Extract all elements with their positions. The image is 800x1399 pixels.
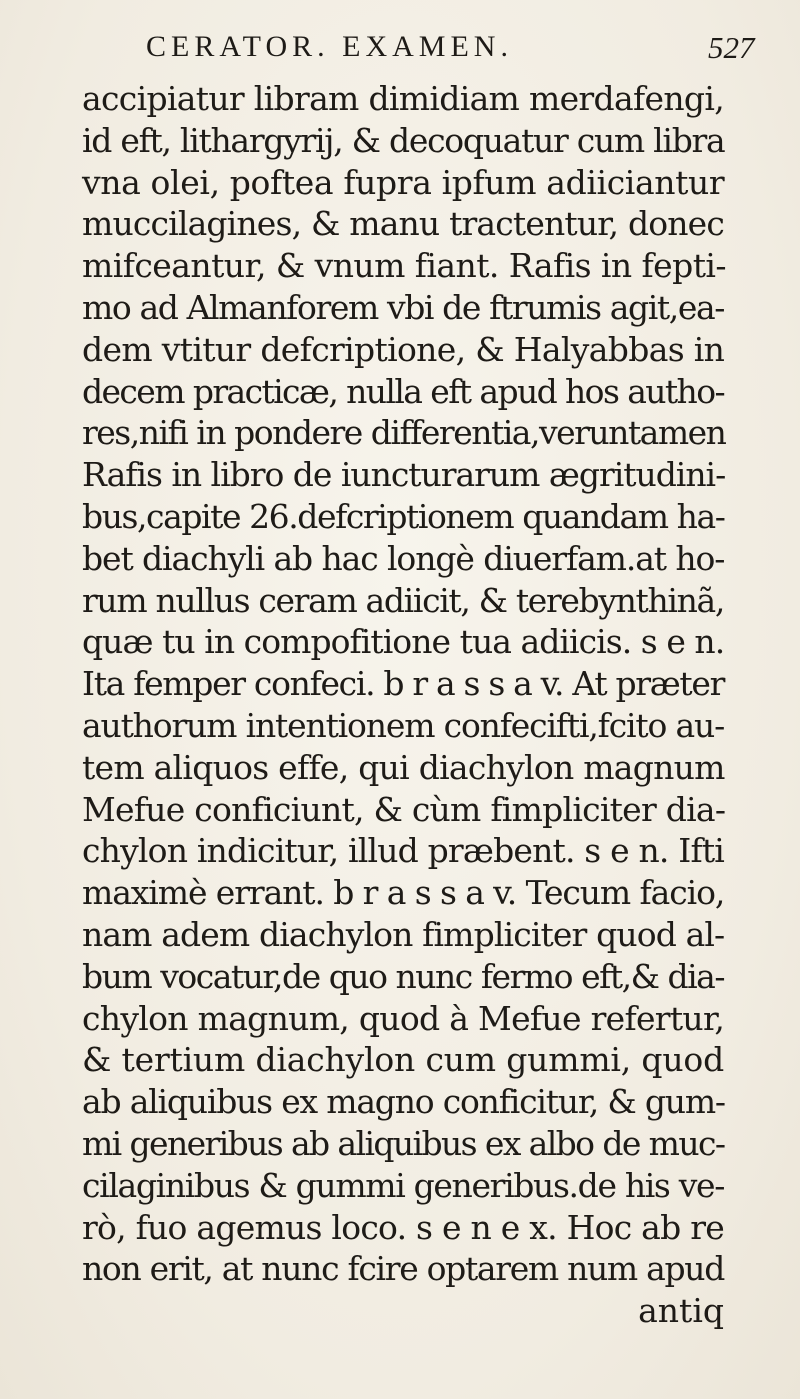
text-line: chylon indicitur, illud præbent. s e n. Ifti — [82, 831, 725, 871]
text-line: muccilagines, & manu tractentur, donec — [82, 204, 724, 244]
text-line: mo ad Almanforem vbi de ftrumis agit,ea- — [82, 287, 724, 327]
text-line: & tertium diachylon cum gummi, quod — [82, 1040, 724, 1080]
text-line: authorum intentionem confecifti,fcito au- — [82, 705, 725, 745]
text-line: bus,capite 26.defcriptionem quandam ha- — [82, 496, 725, 536]
text-line: Rafis in libro de iuncturarum ægritudini- — [82, 455, 726, 495]
text-line: chylon magnum, quod à Mefue refertur, — [82, 998, 725, 1038]
text-line: cilaginibus & gummi generibus.de his ve- — [82, 1165, 724, 1205]
text-line: mi generibus ab aliquibus ex albo de muc- — [82, 1123, 725, 1163]
text-line: Ita femper confeci. b r a s s a v. At præter — [82, 664, 725, 704]
text-line: decem practicæ, nulla eft apud hos autho- — [82, 371, 724, 411]
text-line: dem vtitur defcriptione, & Halyabbas in — [82, 329, 725, 369]
text-line: maximè errant. b r a s s a v. Tecum facio, — [82, 873, 725, 913]
text-line: non erit, at nunc fcire optarem num apud — [82, 1249, 724, 1289]
text-line: rò, fuo agemus loco. s e n e x. Hoc ab re — [82, 1207, 724, 1247]
catchword: antiq — [638, 1291, 724, 1331]
text-line: rum nullus ceram adiicit, & terebynthinã, — [82, 580, 724, 620]
text-line: accipiatur libram dimidiam merdafengi, — [82, 79, 725, 118]
running-head — [0, 30, 800, 70]
text-line: ab aliquibus ex magno conficitur, & gum- — [82, 1082, 725, 1122]
text-line: mifceantur, & vnum fiant. Rafis in fepti- — [82, 246, 726, 286]
text-line: quæ tu in compofitione tua adiicis. s e n. — [82, 622, 725, 662]
page-number: 527 — [708, 30, 755, 65]
body-text — [82, 78, 724, 1332]
text-line: nam adem diachylon fimpliciter quod al- — [82, 914, 725, 954]
text-line: res,nifi in pondere differentia,veruntamen — [82, 413, 726, 453]
text-line: bet diachyli ab hac longè diuerfam.at ho- — [82, 538, 725, 578]
text-line: tem aliquos effe, qui diachylon magnum — [82, 747, 725, 787]
text-line: vna olei, poftea fupra ipfum adiiciantur — [82, 162, 725, 202]
text-line: Mefue conficiunt, & cùm fimpliciter dia- — [82, 789, 726, 829]
running-title: CERATOR. EXAMEN. — [146, 30, 513, 63]
text-line: id eft, lithargyrij, & decoquatur cum libra — [82, 120, 725, 160]
text-line: bum vocatur,de quo nunc fermo eft,& dia- — [82, 956, 724, 996]
